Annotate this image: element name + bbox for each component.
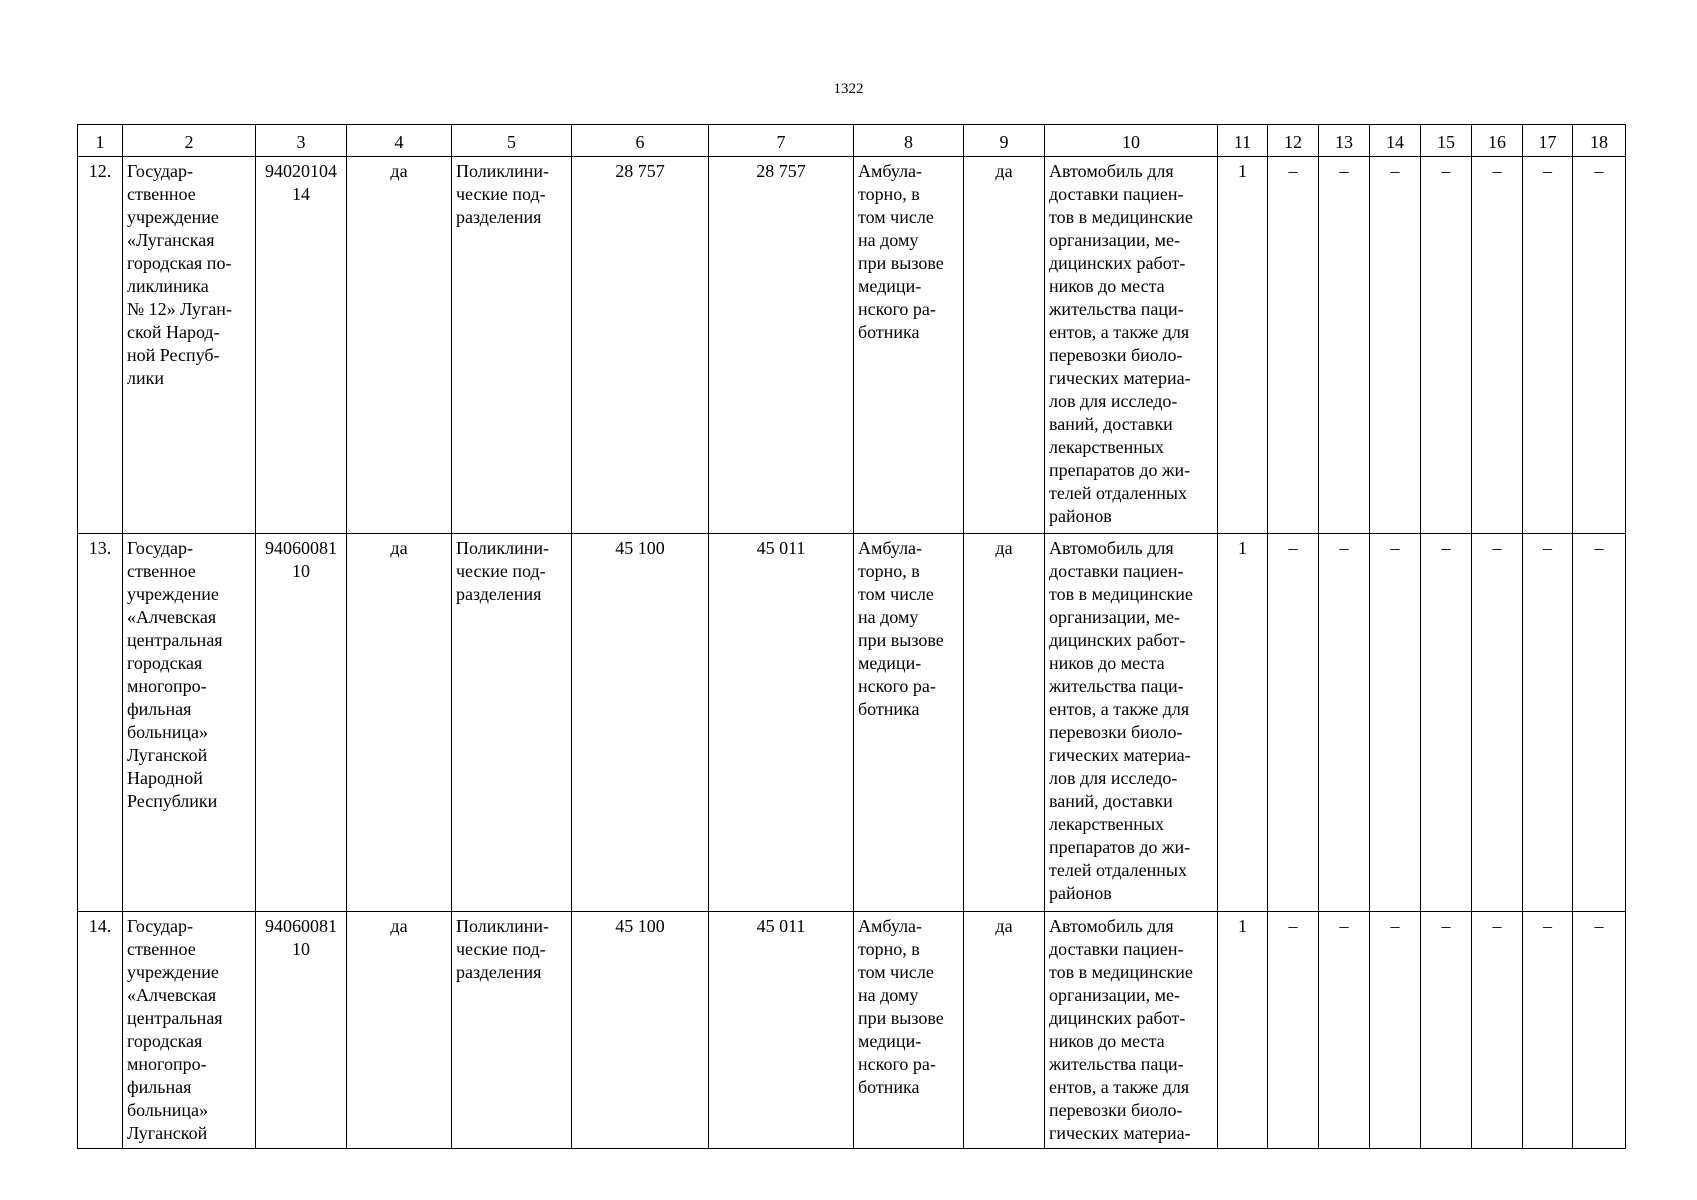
- cell-col-16: –: [1472, 534, 1523, 912]
- cell-col-4: да: [347, 912, 452, 1149]
- cell-col-9: да: [964, 157, 1045, 534]
- service-mode: Амбула- торно, в том числе на дому при вызове медици- нского ра- ботника: [854, 534, 964, 912]
- cell-col-13: –: [1319, 534, 1370, 912]
- table-row: [78, 534, 1626, 912]
- column-header: 10: [1045, 125, 1218, 157]
- cell-col-14: –: [1370, 157, 1421, 534]
- cell-col-16: –: [1472, 912, 1523, 1149]
- cell-col-18: –: [1573, 912, 1626, 1149]
- column-header: 4: [347, 125, 452, 157]
- cell-col-12: –: [1268, 912, 1319, 1149]
- cell-col-6: 45 100: [572, 912, 709, 1149]
- cell-col-18: –: [1573, 157, 1626, 534]
- row-number: 13.: [78, 534, 123, 912]
- vehicle-purpose: Автомобиль для доставки пациен- тов в медицинские организации, ме- дицинских работ- ников до места жительства паци- ентов, а также для перевозки биоло- гических материа- лов для исследо- ваний, доставки лекарственных препаратов до жи- телей отдаленных районов: [1045, 157, 1218, 534]
- cell-col-13: –: [1319, 157, 1370, 534]
- service-mode: Амбула- торно, в том числе на дому при вызове медици- нского ра- ботника: [854, 157, 964, 534]
- table-row: [78, 157, 1626, 534]
- register-table: [77, 124, 1626, 1149]
- cell-col-7: 45 011: [709, 912, 854, 1149]
- column-header: 14: [1370, 125, 1421, 157]
- row-number: 14.: [78, 912, 123, 1149]
- institution-code: 94060081 10: [256, 534, 347, 912]
- cell-col-14: –: [1370, 534, 1421, 912]
- cell-col-18: –: [1573, 534, 1626, 912]
- cell-col-11: 1: [1218, 912, 1268, 1149]
- cell-col-15: –: [1421, 912, 1472, 1149]
- cell-col-12: –: [1268, 534, 1319, 912]
- column-header: 13: [1319, 125, 1370, 157]
- cell-col-6: 28 757: [572, 157, 709, 534]
- column-header: 2: [123, 125, 256, 157]
- cell-col-7: 45 011: [709, 534, 854, 912]
- column-header: 12: [1268, 125, 1319, 157]
- cell-col-4: да: [347, 157, 452, 534]
- cell-col-11: 1: [1218, 534, 1268, 912]
- vehicle-purpose: Автомобиль для доставки пациен- тов в медицинские организации, ме- дицинских работ- ников до места жительства паци- ентов, а также для перевозки биоло- гических материа- лов для исследо- ваний, доставки лекарственных препаратов до жи- телей отдаленных районов: [1045, 534, 1218, 912]
- column-header: 5: [452, 125, 572, 157]
- column-header: 7: [709, 125, 854, 157]
- cell-col-7: 28 757: [709, 157, 854, 534]
- institution-code: 94060081 10: [256, 912, 347, 1149]
- subdivisions: Поликлини- ческие под- разделения: [452, 912, 572, 1149]
- cell-col-14: –: [1370, 912, 1421, 1149]
- subdivisions: Поликлини- ческие под- разделения: [452, 157, 572, 534]
- cell-col-15: –: [1421, 534, 1472, 912]
- cell-col-9: да: [964, 912, 1045, 1149]
- row-number: 12.: [78, 157, 123, 534]
- vehicle-purpose: Автомобиль для доставки пациен- тов в медицинские организации, ме- дицинских работ- ников до места жительства паци- ентов, а также для перевозки биоло- гических материа-: [1045, 912, 1218, 1149]
- cell-col-12: –: [1268, 157, 1319, 534]
- cell-col-17: –: [1523, 534, 1573, 912]
- header-row: [78, 125, 1626, 157]
- institution-name: Государ- ственное учреждение «Луганская городская по- ликлиника № 12» Луган- ской Народ- ной Респуб- лики: [123, 157, 256, 534]
- page-number: 1322: [833, 81, 864, 97]
- cell-col-16: –: [1472, 157, 1523, 534]
- column-header: 3: [256, 125, 347, 157]
- institution-name: Государ- ственное учреждение «Алчевская центральная городская многопро- фильная больница» Луганской: [123, 912, 256, 1149]
- cell-col-9: да: [964, 534, 1045, 912]
- cell-col-4: да: [347, 534, 452, 912]
- cell-col-17: –: [1523, 157, 1573, 534]
- column-header: 17: [1523, 125, 1573, 157]
- column-header: 6: [572, 125, 709, 157]
- column-header: 15: [1421, 125, 1472, 157]
- cell-col-6: 45 100: [572, 534, 709, 912]
- cell-col-15: –: [1421, 157, 1472, 534]
- column-header: 9: [964, 125, 1045, 157]
- cell-col-11: 1: [1218, 157, 1268, 534]
- institution-name: Государ- ственное учреждение «Алчевская центральная городская многопро- фильная больница» Луганской Народной Республики: [123, 534, 256, 912]
- column-header: 1: [78, 125, 123, 157]
- cell-col-17: –: [1523, 912, 1573, 1149]
- institution-code: 94020104 14: [256, 157, 347, 534]
- column-header: 11: [1218, 125, 1268, 157]
- subdivisions: Поликлини- ческие под- разделения: [452, 534, 572, 912]
- service-mode: Амбула- торно, в том числе на дому при вызове медици- нского ра- ботника: [854, 912, 964, 1149]
- cell-col-13: –: [1319, 912, 1370, 1149]
- column-header: 18: [1573, 125, 1626, 157]
- table-row: [78, 912, 1626, 1149]
- column-header: 16: [1472, 125, 1523, 157]
- column-header: 8: [854, 125, 964, 157]
